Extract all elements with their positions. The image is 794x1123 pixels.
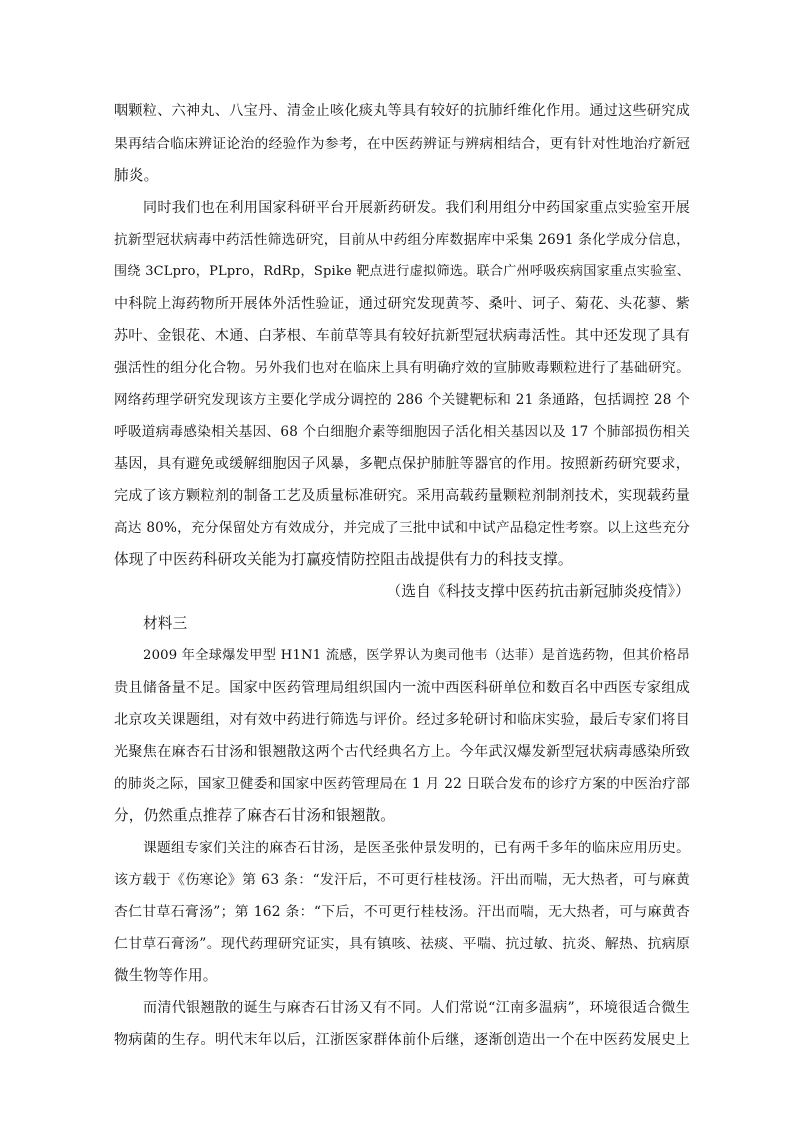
text-line: 课题组专家们关注的麻杏石甘汤，是医圣张仲景发明的，已有两千多年的临床应用历史。 <box>143 840 690 856</box>
text-line: 网络药理学研究发现该方主要化学成分调控的 286 个关键靶标和 21 条通路，包括调控 28 个 <box>114 392 690 408</box>
text-line: 杏仁甘草石膏汤”；第 162 条：“下后，不可更行桂枝汤。汗出而喘，无大热者，可与麻黄杏 <box>114 904 690 920</box>
text-line: 咽颗粒、六神丸、八宝丹、清金止咳化痰丸等具有较好的抗肺纤维化作用。通过这些研究成 <box>114 103 690 119</box>
text-line: 肺炎。 <box>114 167 159 184</box>
section-label: 材料三 <box>143 615 188 632</box>
text-line: 光聚焦在麻杏石甘汤和银翘散这两个古代经典名方上。今年武汉爆发新型冠状病毒感染所致 <box>114 744 690 760</box>
text-line: 抗新型冠状病毒中药活性筛选研究，目前从中药组分库数据库中采集 2691 条化学成分信息， <box>114 232 690 248</box>
text-line: 中科院上海药物所开展体外活性验证，通过研究发现黄芩、桑叶、诃子、菊花、头花蓼、紫 <box>114 296 690 312</box>
text-line: 呼吸道病毒感染相关基因、68 个白细胞介素等细胞因子活化相关基因以及 17 个肺部损伤相关 <box>114 424 690 440</box>
text-line: 而清代银翘散的诞生与麻杏石甘汤又有不同。人们常说“江南多温病”，环境很适合微生 <box>143 1000 690 1016</box>
text-line: 同时我们也在利用国家科研平台开展新药研发。我们利用组分中药国家重点实验室开展 <box>143 200 690 216</box>
text-line: 围绕 3CLpro，PLpro，RdRp，Spike 靶点进行虚拟筛选。联合广州呼吸疾病国家重点实验室、 <box>114 264 690 279</box>
text-line: 的肺炎之际，国家卫健委和国家中医药管理局在 1 月 22 日联合发布的诊疗方案的中医治疗部 <box>114 776 690 792</box>
text-line: 仁甘草石膏汤”。现代药理研究证实，具有镇咳、祛痰、平喘、抗过敏、抗炎、解热、抗病原 <box>114 936 690 952</box>
text-line: 果再结合临床辨证论治的经验作为参考，在中医药辨证与辨病相结合，更有针对性地治疗新冠 <box>114 136 690 152</box>
text-line: 贵且储备量不足。国家中医药管理局组织国内一流中西医科研单位和数百名中西医专家组成 <box>114 680 690 696</box>
text-line: 高达 80%，充分保留处方有效成分，并完成了三批中试和中试产品稳定性考察。以上这些充分 <box>114 520 690 536</box>
text-line: 苏叶、金银花、木通、白茅根、车前草等具有较好抗新型冠状病毒活性。其中还发现了具有 <box>114 328 690 344</box>
text-line: 该方载于《伤寒论》第 63 条：“发汗后，不可更行桂枝汤。汗出而喘，无大热者，可与麻黄 <box>114 872 690 888</box>
text-line: 体现了中医药科研攻关能为打赢疫情防控阻击战提供有力的科技支撑。 <box>114 551 573 568</box>
text-line: 物病菌的生存。明代末年以后，江浙医家群体前仆后继，逐渐创造出一个在中医药发展史上 <box>114 1032 690 1048</box>
text-line: 基因，具有避免或缓解细胞因子风暴，多靶点保护肺脏等器官的作用。按照新药研究要求， <box>114 456 690 472</box>
text-line: 分，仍然重点推荐了麻杏石甘汤和银翘散。 <box>114 807 396 824</box>
text-line: 完成了该方颗粒剂的制备工艺及质量标准研究。采用高载药量颗粒剂制剂技术，实现载药量 <box>114 488 690 504</box>
source-citation: （选自《科技支撑中医药抗击新冠肺炎疫情》） <box>386 583 690 600</box>
text-line: 微生物等作用。 <box>114 967 218 984</box>
text-line: 2009 年全球爆发甲型 H1N1 流感，医学界认为奥司他韦（达菲）是首选药物，但其价格昂 <box>143 648 690 663</box>
text-line: 强活性的组分化合物。另外我们也对在临床上具有明确疗效的宣肺败毒颗粒进行了基础研究。 <box>114 360 690 376</box>
text-line: 北京攻关课题组，对有效中药进行筛选与评价。经过多轮研讨和临床实验，最后专家们将目 <box>114 712 690 728</box>
